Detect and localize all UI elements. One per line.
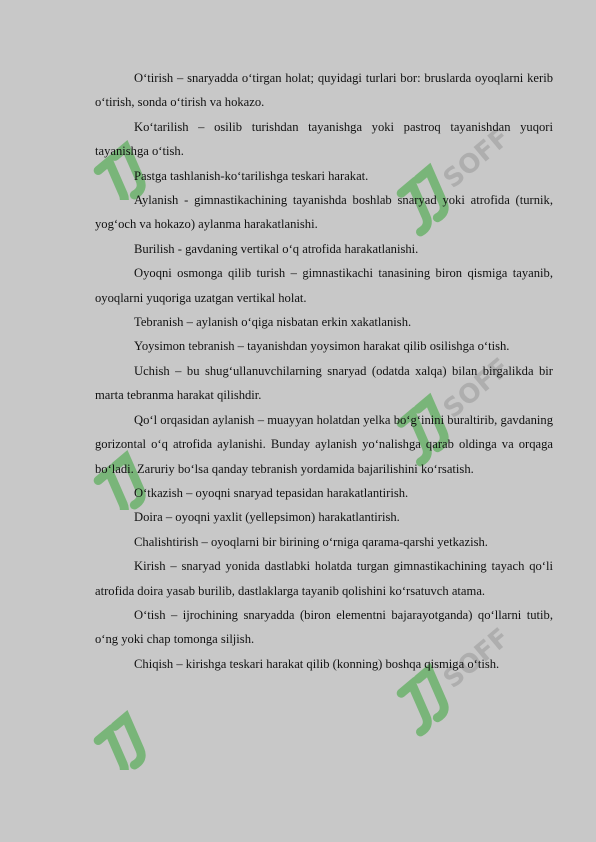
soff-logo-icon [80,680,200,770]
paragraph: Qo‘l orqasidan aylanish – muayyan holatdan yelka bo‘g‘inini buraltirib, gavdaning gorizontal o‘q atrofida aylanishi. Bunday aylanish yo‘nalishga qarab oldinga va orqaga bo‘ladi. Zaruriy bo‘lsa qanday tebranish yordamida bajarilishini ko‘rsatish. [95,412,553,476]
paragraph: Doira – oyoqni yaxlit (yellepsimon) harakatlantirish. [134,510,400,525]
paragraph: Aylanish - gimnastikachining tayanishda boshlab snaryad yoki atrofida (turnik, yog‘och va hokazo) aylanma harakatlanishi. [95,193,553,232]
paragraph: O‘tirish – snaryadda o‘tirgan holat; quyidagi turlari bor: bruslarda oyoqlarni kerib o‘tirish, sonda o‘tirish va hokazo. [95,71,553,110]
paragraph: Chalishtirish – oyoqlarni bir birining o‘rniga qarama-qarshi yetkazish. [134,534,488,549]
paragraph: Kirish – snaryad yonida dastlabki holatda turgan gimnastikachining tayach qo‘li atrofida doira yasab burilib, dastlaklarga tayanib qolishini ko‘rsatuvch atama. [95,559,553,598]
paragraph: Oyoqni osmonga qilib turish – gimnastikachi tanasining biron qismiga tayanib, oyoqlarni yuqoriga uzatgan vertikal holat. [95,266,553,305]
document-body [95,66,553,676]
paragraph: Uchish – bu shug‘ullanuvchilarning snaryad (odatda xalqa) bilan birgalikda bir marta tebranma harakat qilishdir. [95,363,553,403]
paragraph: Pastga tashlanish-ko‘tarilishga teskari harakat. [134,168,369,183]
watermark-text: SOFF [437,122,516,195]
paragraph: Yoysimon tebranish – tayanishdan yoysimon harakat qilib osilishga o‘tish. [134,339,510,354]
paragraph: O‘tkazish – oyoqni snaryad tepasidan harakatlantirish. [134,485,409,500]
paragraph: Tebranish – aylanish o‘qiga nisbatan erkin xakatlanish. [134,315,412,330]
paragraph: Chiqish – kirishga teskari harakat qilib (konning) boshqa qismiga o‘tish. [134,656,500,671]
watermark-text: SOFF [437,622,516,695]
paragraph: Burilish - gavdaning vertikal o‘q atrofida harakatlanishi. [134,241,419,256]
paragraph: O‘tish – ijrochining snaryadda (biron elementni bajarayotganda) qo‘llarni tutib, o‘ng yoki chap tomonga siljish. [95,607,553,647]
watermark-text: SOFF [437,352,516,425]
watermark-logo [80,680,200,775]
paragraph: Ko‘tarilish – osilib turishdan tayanishga yoki pastroq tayanishdan yuqori tayanishga o‘tish. [95,119,553,159]
